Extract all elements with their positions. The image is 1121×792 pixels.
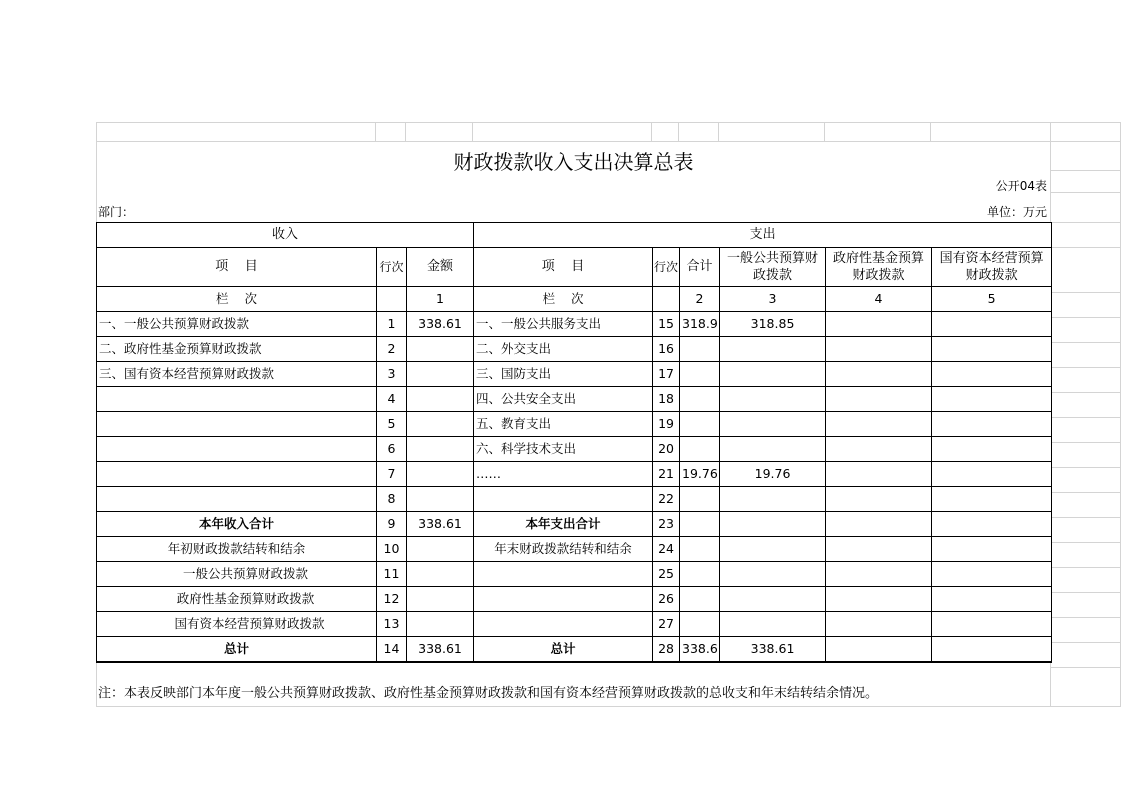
expense-item: 一、一般公共服务支出 — [474, 312, 653, 337]
table-row — [97, 312, 1052, 337]
expense-general — [720, 437, 826, 462]
table-row — [97, 337, 1052, 362]
income-item: 政府性基金预算财政拨款 — [97, 587, 377, 612]
expense-item — [474, 487, 653, 512]
expense-row-no: 20 — [653, 437, 680, 462]
expense-general — [720, 587, 826, 612]
income-amount — [407, 412, 474, 437]
expense-row-no: 17 — [653, 362, 680, 387]
expense-item — [474, 587, 653, 612]
col-label-expense: 栏 次 — [474, 287, 653, 312]
total-header: 合计 — [680, 248, 720, 287]
expense-fund — [826, 362, 932, 387]
expense-total — [680, 562, 720, 587]
expense-fund — [826, 637, 932, 663]
income-row-no: 10 — [377, 537, 407, 562]
col-index-1: 1 — [407, 287, 474, 312]
expense-row-no: 25 — [653, 562, 680, 587]
table-row — [97, 387, 1052, 412]
expense-row-no-header: 行次 — [653, 248, 680, 287]
expense-fund — [826, 312, 932, 337]
expense-row-no: 21 — [653, 462, 680, 487]
expense-item-header: 项 目 — [474, 248, 653, 287]
income-amount — [407, 362, 474, 387]
state-capital-header: 国有资本经营预算财政拨款 — [932, 248, 1052, 287]
income-row-no: 4 — [377, 387, 407, 412]
expense-item: 四、公共安全支出 — [474, 387, 653, 412]
expense-row-no: 28 — [653, 637, 680, 663]
unit-label: 单位：万元 — [986, 205, 1047, 219]
table-row — [97, 537, 1052, 562]
report-title: 财政拨款收入支出决算总表 — [453, 150, 694, 174]
table-row — [97, 587, 1052, 612]
table-row — [97, 412, 1052, 437]
income-item: 年初财政拨款结转和结余 — [97, 537, 377, 562]
income-amount — [407, 387, 474, 412]
expense-fund — [826, 437, 932, 462]
income-row-no: 3 — [377, 362, 407, 387]
general-budget-header: 一般公共预算财政拨款 — [720, 248, 826, 287]
expense-row-no: 26 — [653, 587, 680, 612]
expense-total — [680, 362, 720, 387]
expense-total — [680, 437, 720, 462]
expense-state — [932, 412, 1052, 437]
expense-general — [720, 487, 826, 512]
expense-state — [932, 337, 1052, 362]
expense-general — [720, 387, 826, 412]
col-label-income: 栏 次 — [97, 287, 377, 312]
table-row — [97, 462, 1052, 487]
income-amount: 338.61 — [407, 637, 474, 663]
expense-state — [932, 487, 1052, 512]
expense-row-no: 24 — [653, 537, 680, 562]
income-item: 国有资本经营预算财政拨款 — [97, 612, 377, 637]
table-row — [97, 437, 1052, 462]
expense-fund — [826, 337, 932, 362]
income-item-header: 项 目 — [97, 248, 377, 287]
expense-fund — [826, 587, 932, 612]
expense-general — [720, 337, 826, 362]
income-amount — [407, 562, 474, 587]
table-row — [97, 562, 1052, 587]
fund-budget-header: 政府性基金预算财政拨款 — [826, 248, 932, 287]
expense-total — [680, 487, 720, 512]
expense-item: 年末财政拨款结转和结余 — [474, 537, 653, 562]
expense-general: 318.85 — [720, 312, 826, 337]
expense-total: 19.76 — [680, 462, 720, 487]
table-row — [97, 487, 1052, 512]
expense-general — [720, 362, 826, 387]
expense-total — [680, 537, 720, 562]
expense-item: 六、科学技术支出 — [474, 437, 653, 462]
expense-general — [720, 612, 826, 637]
grand-total-row — [97, 637, 1052, 663]
income-amount: 338.61 — [407, 312, 474, 337]
expense-fund — [826, 487, 932, 512]
col-index-empty — [377, 287, 407, 312]
expense-total — [680, 387, 720, 412]
income-amount — [407, 462, 474, 487]
expense-row-no: 27 — [653, 612, 680, 637]
income-row-no: 11 — [377, 562, 407, 587]
expense-total — [680, 587, 720, 612]
income-item: 一般公共预算财政拨款 — [97, 562, 377, 587]
income-row-no-header: 行次 — [377, 248, 407, 287]
expense-total — [680, 412, 720, 437]
income-row-no: 2 — [377, 337, 407, 362]
col-index-4: 4 — [826, 287, 932, 312]
expense-row-no: 22 — [653, 487, 680, 512]
expense-fund — [826, 537, 932, 562]
expense-general — [720, 412, 826, 437]
income-subtotal-label: 本年收入合计 — [97, 512, 377, 537]
table-row — [97, 612, 1052, 637]
expense-fund — [826, 387, 932, 412]
expense-subtotal-label: 本年支出合计 — [474, 512, 653, 537]
expense-row-no: 19 — [653, 412, 680, 437]
income-row-no: 14 — [377, 637, 407, 663]
expense-state — [932, 637, 1052, 663]
expense-general — [720, 537, 826, 562]
table-code: 公开04表 — [995, 179, 1047, 193]
expense-general: 338.61 — [720, 637, 826, 663]
income-item: 一、一般公共预算财政拨款 — [97, 312, 377, 337]
expense-state — [932, 587, 1052, 612]
expense-item — [474, 612, 653, 637]
expense-general — [720, 512, 826, 537]
expense-total: 338.6 — [680, 637, 720, 663]
header-row-sections — [97, 223, 1052, 248]
table-row — [97, 512, 1052, 537]
expense-state — [932, 387, 1052, 412]
income-row-no: 5 — [377, 412, 407, 437]
expense-fund — [826, 412, 932, 437]
expense-item: 三、国防支出 — [474, 362, 653, 387]
income-amount — [407, 587, 474, 612]
expense-total — [680, 337, 720, 362]
income-item — [97, 462, 377, 487]
income-row-no: 12 — [377, 587, 407, 612]
expense-state — [932, 312, 1052, 337]
income-amount — [407, 537, 474, 562]
income-row-no: 6 — [377, 437, 407, 462]
expense-item — [474, 562, 653, 587]
expense-state — [932, 362, 1052, 387]
department-label: 部门： — [98, 205, 135, 219]
expense-general: 19.76 — [720, 462, 826, 487]
expense-grand-total-label: 总计 — [474, 637, 653, 663]
expense-section-header: 支出 — [474, 223, 1052, 248]
table-row — [97, 362, 1052, 387]
expense-total — [680, 612, 720, 637]
col-index-2: 2 — [680, 287, 720, 312]
expense-state — [932, 512, 1052, 537]
income-grand-total-label: 总计 — [97, 637, 377, 663]
header-row-columns — [97, 248, 1052, 287]
col-index-3: 3 — [720, 287, 826, 312]
income-amount — [407, 337, 474, 362]
expense-state — [932, 612, 1052, 637]
fiscal-summary-table — [96, 222, 1052, 663]
expense-row-no: 23 — [653, 512, 680, 537]
income-item — [97, 487, 377, 512]
income-row-no: 13 — [377, 612, 407, 637]
income-amount: 338.61 — [407, 512, 474, 537]
income-row-no: 1 — [377, 312, 407, 337]
expense-state — [932, 562, 1052, 587]
expense-state — [932, 462, 1052, 487]
income-row-no: 7 — [377, 462, 407, 487]
footnote: 注：本表反映部门本年度一般公共预算财政拨款、政府性基金预算财政拨款和国有资本经营预算财政拨款的总收支和年末结转结余情况。 — [98, 686, 879, 701]
income-item — [97, 387, 377, 412]
expense-state — [932, 537, 1052, 562]
expense-total — [680, 512, 720, 537]
income-item: 三、国有资本经营预算财政拨款 — [97, 362, 377, 387]
income-amount — [407, 487, 474, 512]
expense-fund — [826, 512, 932, 537]
expense-total: 318.9 — [680, 312, 720, 337]
income-row-no: 8 — [377, 487, 407, 512]
income-item — [97, 412, 377, 437]
income-section-header: 收入 — [97, 223, 474, 248]
col-index-empty — [653, 287, 680, 312]
expense-fund — [826, 462, 932, 487]
expense-fund — [826, 562, 932, 587]
expense-item: 二、外交支出 — [474, 337, 653, 362]
expense-row-no: 15 — [653, 312, 680, 337]
income-item: 二、政府性基金预算财政拨款 — [97, 337, 377, 362]
column-index-row — [97, 287, 1052, 312]
income-amount — [407, 612, 474, 637]
expense-fund — [826, 612, 932, 637]
expense-item: 五、教育支出 — [474, 412, 653, 437]
expense-state — [932, 437, 1052, 462]
expense-general — [720, 562, 826, 587]
expense-row-no: 18 — [653, 387, 680, 412]
expense-item: …… — [474, 462, 653, 487]
amount-header: 金额 — [407, 248, 474, 287]
income-item — [97, 437, 377, 462]
income-row-no: 9 — [377, 512, 407, 537]
expense-row-no: 16 — [653, 337, 680, 362]
income-amount — [407, 437, 474, 462]
col-index-5: 5 — [932, 287, 1052, 312]
